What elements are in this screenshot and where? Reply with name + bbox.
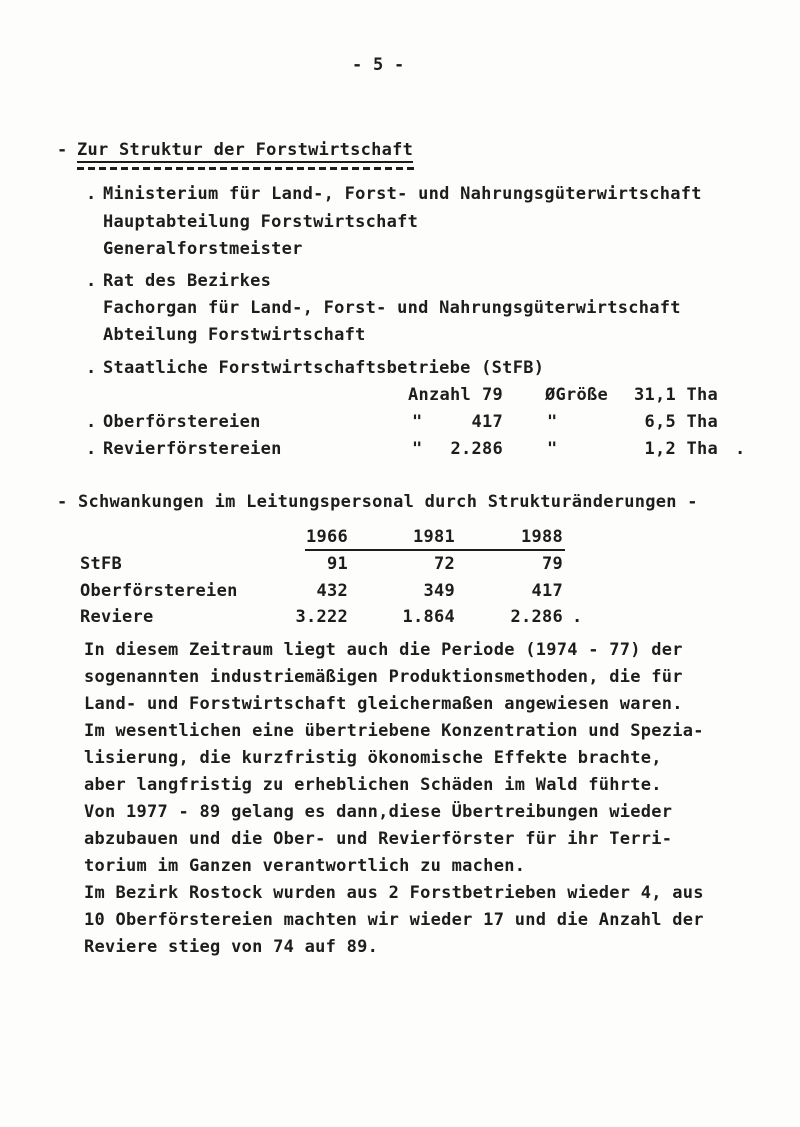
stats-header-row [0,385,800,407]
year-1981: 1981 [412,527,455,547]
paragraph-line: In diesem Zeitraum liegt auch die Periode (1974 - 77) der [84,640,683,660]
bullet-dot: . [86,439,97,459]
row-label: Oberförstereien [80,581,238,601]
value-1988: 2.286 [510,607,563,627]
paragraph-line: abzubauen und die Ober- und Revierförster für ihr Terri- [84,829,673,849]
bullet-rat-des-bezirkes [86,271,271,291]
paragraph-line: lisierung, die kurzfristig ökonomische Effekte brachte, [84,748,662,768]
paragraph-line: sogenannten industriemäßigen Produktionsmethoden, die für [84,667,683,687]
stats-row-size: 1,2 Tha [644,439,718,459]
years-underline [305,549,565,551]
bullet-ministerium-line2: Hauptabteilung Forstwirtschaft [103,212,419,232]
row-tail-period: . [572,607,583,627]
bullet-rat-line2: Fachorgan für Land-, Forst- und Nahrungsgüterwirtschaft [103,298,681,318]
bullet-rat-line3: Abteilung Forstwirtschaft [103,325,366,345]
paragraph-line: torium im Ganzen verantwortlich zu machen. [84,856,526,876]
paragraph-line: Reviere stieg von 74 auf 89. [84,937,379,957]
bullet-dot: . [86,358,97,378]
paragraph-line: aber langfristig zu erheblichen Schäden im Wald führte. [84,775,662,795]
ditto-mark: " [412,412,423,432]
section2-title: - Schwankungen im Leitungspersonal durch Strukturänderungen - [57,492,698,512]
paragraph-line: Im Bezirk Rostock wurden aus 2 Forstbetrieben wieder 4, aus [84,883,704,903]
value-1988: 79 [541,554,563,574]
ditto-mark: " [547,439,558,459]
section1-title: Zur Struktur der Forstwirtschaft [77,140,413,163]
stats-size-header: 31,1 Tha [633,385,718,405]
stats-count-header: 79 [481,385,503,405]
years-header-row [0,527,800,549]
bullet-line: Ministerium für Land-, Forst- und Nahrungsgüterwirtschaft [103,184,702,204]
value-1966: 432 [316,581,348,601]
stats-row-count: 2.286 [450,439,503,459]
year-1988: 1988 [520,527,563,547]
paragraph-line: Von 1977 - 89 gelang es dann,diese Übertreibungen wieder [84,802,673,822]
section1-dashed-rule [77,167,415,170]
stats-row-size: 6,5 Tha [644,412,718,432]
row-tail-period: . [735,439,746,459]
paragraph-line: Land- und Forstwirtschaft gleichermaßen angewiesen waren. [84,694,683,714]
paragraph-line: 10 Oberförstereien machten wir wieder 17 und die Anzahl der [84,910,704,930]
value-1981: 1.864 [402,607,455,627]
year-1966: 1966 [305,527,348,547]
value-1981: 72 [433,554,455,574]
bullet-ministerium [86,184,702,204]
bullet-dot: . [86,184,97,204]
stats-row-revierfoerstereien [0,439,800,461]
table-row-oberfoerstereien [0,581,800,603]
value-1966: 91 [326,554,348,574]
page-number: - 5 - [352,55,405,75]
ditto-mark: " [412,439,423,459]
stats-count-label: Anzahl [408,385,472,405]
paragraph-line: Im wesentlichen eine übertriebene Konzentration und Spezia- [84,721,704,741]
stats-row-label: Oberförstereien [103,412,261,432]
table-row-reviere [0,607,800,629]
bullet-dot: . [86,271,97,291]
bullet-stfb [86,358,544,378]
stats-row-oberfoerstereien [0,412,800,434]
bullet-ministerium-line3: Generalforstmeister [103,239,303,259]
stats-row-label: Revierförstereien [103,439,282,459]
stats-row-count: 417 [471,412,503,432]
ditto-mark: " [547,412,558,432]
bullet-dot: . [86,412,97,432]
row-label: Reviere [80,607,154,627]
bullet-line: Staatliche Forstwirtschaftsbetriebe (StFB) [103,358,545,378]
bullet-line: Rat des Bezirkes [103,271,272,291]
row-label: StFB [80,554,123,574]
value-1988: 417 [531,581,563,601]
section1-dash: - [57,140,68,160]
value-1966: 3.222 [295,607,348,627]
value-1981: 349 [423,581,455,601]
table-row-stfb [0,554,800,576]
stats-size-label: ØGröße [545,385,609,405]
